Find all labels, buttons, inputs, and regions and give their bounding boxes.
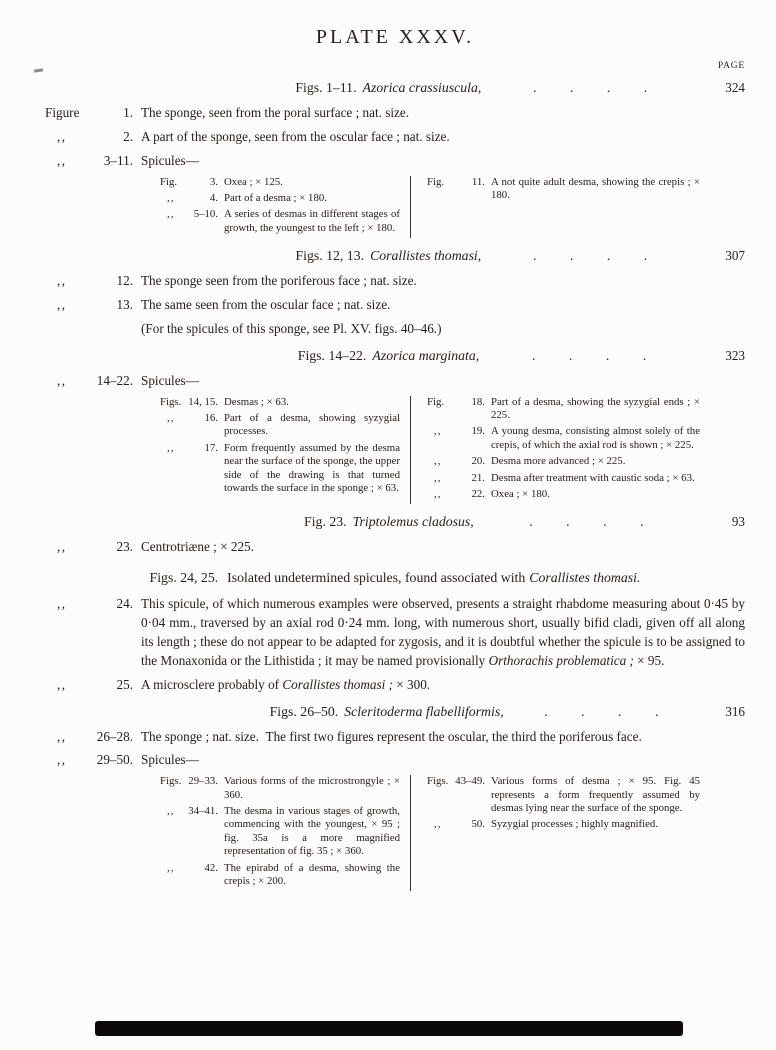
figure-entry	[45, 152, 745, 171]
species-name: Scleritoderma flabelliformis,	[344, 703, 504, 719]
heading-text: Isolated undetermined spicules, found associated with	[227, 570, 526, 586]
figure-range-label: Figs. 14–22.	[297, 347, 367, 363]
species-name-inline: Orthorachis problematica ;	[488, 652, 634, 668]
spicule-columns-c	[160, 775, 700, 891]
ditto-mark: ,,	[57, 752, 67, 768]
figure-description: Oxea ; × 180.	[491, 487, 550, 500]
ditto-mark: ,,	[167, 208, 175, 221]
page-column-label: PAGE	[717, 61, 745, 71]
figure-number: 4.	[209, 192, 218, 204]
description-text: × 300.	[393, 676, 431, 692]
species-heading-triptolemus-cladosus	[45, 514, 745, 530]
figure-description: Oxea ; × 125.	[224, 175, 283, 188]
figure-entry	[45, 272, 745, 291]
ditto-mark: ,,	[434, 425, 442, 438]
ditto-mark: ,,	[167, 412, 175, 424]
description-text: This spicule, of which numerous examples were observed, presents a straight rhabdome measuring about 0·45 by 0·04 mm., traversed by an axial rod 0·24 mm. long, with numerous short, usually bifid cladi, given off all along its length ; these do not appear to be adapted for zygosis, and it is doubtful whether the spicule is to be assigned to the Monaxonida or the Lithistida ; it may be named provisionally	[141, 596, 745, 668]
page-reference: 323	[725, 347, 745, 363]
dot-leaders: . . . .	[529, 514, 644, 530]
figure-number: 50.	[471, 818, 485, 831]
species-name-inline: Corallistes thomasi ;	[282, 676, 393, 692]
figure-entry	[45, 676, 745, 695]
dot-leaders: . . . .	[533, 80, 648, 95]
figure-range-label: Figs. 26–50.	[269, 703, 339, 719]
figure-range-label: Figs. 1–11.	[295, 80, 357, 95]
figure-number: 3.	[209, 175, 218, 188]
figure-number: 2.	[123, 128, 133, 144]
fig-word: Figs.	[427, 775, 449, 788]
figure-number: 29–33.	[188, 775, 218, 788]
spicule-columns-a	[160, 176, 700, 239]
figure-number: 13.	[116, 297, 133, 312]
figure-entry	[45, 372, 745, 391]
species-heading-scleritoderma-flabelliformis	[45, 704, 745, 720]
figure-description: The desma in various stages of growth, commencing with the youngest, × 95 ; fig. 35a is a more magnified representation of fig. 35 ; × 360.	[224, 805, 400, 858]
description-text: × 95.	[633, 652, 665, 668]
figure-description: Desma more advanced ; × 225.	[491, 455, 626, 468]
ditto-mark: ,,	[167, 861, 175, 874]
page-reference: 93	[731, 514, 745, 530]
species-name: Triptolemus cladosus,	[352, 514, 474, 530]
scan-artifact-bar	[95, 1021, 683, 1036]
fig-word: Fig.	[160, 175, 178, 188]
species-heading-azorica-crassiuscula	[45, 80, 745, 96]
column-item	[427, 472, 700, 485]
ditto-mark: ,,	[57, 152, 67, 168]
fig-word: Figs.	[160, 775, 182, 788]
figure-number: 1.	[123, 105, 133, 120]
description-text: A microsclere probably of	[141, 676, 283, 692]
page-reference: 316	[725, 703, 745, 719]
column-item	[160, 208, 400, 235]
plate-title: PLATE XXXV.	[315, 26, 475, 48]
figure-number: 12.	[116, 273, 133, 289]
column-item	[427, 818, 700, 831]
species-heading-azorica-marginata	[45, 348, 745, 364]
left-column	[160, 176, 410, 239]
figure-number: 19.	[471, 425, 485, 438]
figure-entry	[45, 751, 745, 770]
page-reference: 324	[725, 80, 745, 95]
ditto-mark: ,,	[167, 805, 175, 817]
figure-number: 23.	[116, 539, 133, 555]
fig-word: Fig.	[427, 395, 445, 408]
column-item	[160, 862, 400, 889]
figure-description: Spicules—	[141, 372, 199, 388]
ditto-mark: ,,	[57, 297, 67, 312]
figure-description: Part of a desma, showing the syzygial ends ; × 225.	[491, 395, 700, 421]
spicule-columns-b	[160, 396, 700, 505]
figure-description: Centrotriæne ; × 225.	[141, 539, 254, 555]
ditto-mark: ,,	[167, 192, 175, 204]
figure-description: The epirabd of a desma, showing the crepis ; × 200.	[224, 861, 400, 887]
figure-number: 14–22.	[96, 372, 133, 388]
column-item	[160, 396, 400, 409]
heading-text	[295, 80, 481, 96]
right-column	[410, 176, 700, 239]
species-heading-corallistes-thomasi	[45, 248, 745, 264]
figure-description: Spicules—	[141, 152, 199, 168]
column-item	[160, 412, 400, 439]
figure-number: 22.	[471, 487, 485, 500]
figure-range-label: Figs. 12, 13.	[295, 248, 365, 264]
column-item	[160, 775, 400, 802]
figure-number: 3–11.	[103, 152, 133, 168]
figure-number: 43–49.	[455, 775, 485, 788]
fig-word: Fig.	[427, 175, 445, 188]
species-name: Azorica crassiuscula,	[362, 80, 482, 95]
figure-description	[133, 595, 745, 671]
ditto-mark: ,,	[434, 455, 442, 468]
left-column	[160, 775, 410, 891]
figure-description: A part of the sponge, seen from the oscular face ; nat. size.	[141, 128, 450, 144]
figure-number: 42.	[204, 861, 218, 874]
ditto-mark: ,,	[434, 471, 442, 484]
species-name: Corallistes thomasi,	[370, 248, 482, 264]
figure-number: 24.	[116, 596, 133, 612]
figure-number: 26–28.	[96, 728, 133, 744]
figure-entry	[45, 728, 745, 747]
dot-leaders: . . . .	[533, 248, 648, 264]
page-reference: 307	[725, 248, 745, 264]
figure-description: The same seen from the oscular face ; nat. size.	[141, 297, 391, 312]
figure-description: The sponge seen from the poriferous face ; nat. size.	[141, 273, 417, 289]
figure-range-label: Figs. 24, 25.	[149, 570, 219, 586]
figure-number: 29–50.	[96, 752, 133, 768]
fig-word: Figs.	[160, 395, 182, 408]
figure-description: Part of a desma, showing syzygial processes.	[224, 412, 400, 438]
heading-text	[270, 704, 504, 720]
figure-description: A young desma, consisting almost solely of the crepis, of which the axial rod is shown ; × 225.	[491, 425, 700, 451]
figure-entry	[45, 538, 745, 557]
figure-description: Desma after treatment with caustic soda ; × 63.	[491, 471, 695, 484]
dot-leaders: . . . .	[532, 347, 647, 363]
figure-word: Figure	[45, 105, 80, 120]
column-item	[427, 488, 700, 501]
figure-entry	[45, 104, 745, 123]
right-column	[410, 775, 700, 891]
heading-isolated-spicules	[45, 570, 745, 586]
ditto-mark: ,,	[57, 596, 67, 612]
right-column	[410, 396, 700, 505]
column-item	[427, 176, 700, 203]
species-name: Corallistes thomasi.	[529, 570, 641, 586]
figure-description	[133, 676, 745, 695]
cross-reference-note	[45, 320, 745, 339]
figure-number: 25.	[116, 676, 133, 692]
figure-description: Form frequently assumed by the desma near the surface of the sponge, the upper side of the drawing is that turned towards the surface in the sponge ; × 63.	[224, 441, 400, 494]
heading-text	[304, 514, 474, 530]
figure-number: 20.	[471, 455, 485, 468]
ditto-mark: ,,	[57, 372, 67, 388]
figure-description: Syzygial processes ; highly magnified.	[491, 818, 659, 831]
figure-description: Part of a desma ; × 180.	[224, 192, 327, 204]
figure-description: The sponge ; nat. size. The first two figures represent the oscular, the third the poriferous face.	[141, 728, 642, 744]
figure-description: The sponge, seen from the poral surface ; nat. size.	[141, 105, 410, 120]
column-item	[160, 192, 400, 205]
figure-number: 18.	[471, 395, 485, 408]
figure-entry	[45, 128, 745, 147]
ditto-mark: ,,	[434, 818, 442, 831]
figure-description: Various forms of desma ; × 95. Fig. 45 represents a form frequently assumed by desmas lying near the surface of the sponge.	[491, 775, 700, 814]
figure-range-label: Fig. 23.	[304, 514, 347, 530]
ditto-mark: ,,	[57, 676, 67, 692]
figure-description: A not quite adult desma, showing the crepis ; × 180.	[491, 175, 700, 201]
heading-text	[295, 248, 481, 264]
dot-leaders: . . . .	[544, 703, 659, 719]
figure-number: 34–41.	[188, 805, 218, 817]
figure-number: 17.	[204, 441, 218, 454]
species-name: Azorica marginata,	[372, 347, 480, 363]
figure-number: 5–10.	[193, 208, 218, 221]
ditto-mark: ,,	[57, 539, 67, 555]
ditto-mark: ,,	[57, 728, 67, 744]
column-item	[160, 805, 400, 859]
column-item	[427, 455, 700, 468]
column-item	[160, 176, 400, 189]
figure-number: 21.	[471, 471, 485, 484]
figure-description: Desmas ; × 63.	[224, 395, 289, 408]
ditto-mark: ,,	[57, 273, 67, 289]
left-column	[160, 396, 410, 505]
column-item	[427, 775, 700, 815]
figure-description: Spicules—	[141, 752, 199, 768]
heading-text	[298, 348, 479, 364]
figure-number: 16.	[204, 412, 218, 424]
figure-number: 11.	[471, 175, 485, 188]
column-item	[160, 442, 400, 496]
figure-description: Various forms of the microstrongyle ; × 360.	[224, 775, 400, 801]
figure-description: A series of desmas in different stages of growth, the youngest to the left ; × 180.	[224, 208, 400, 234]
column-item	[427, 425, 700, 452]
ditto-mark: ,,	[434, 487, 442, 500]
note-text: (For the spicules of this sponge, see Pl. XV. figs. 40–46.)	[141, 320, 442, 336]
figure-entry-long	[45, 595, 745, 671]
ditto-mark: ,,	[167, 441, 175, 454]
figure-entry	[45, 296, 745, 315]
ditto-mark: ,,	[57, 128, 67, 144]
figure-number: 14, 15.	[188, 395, 218, 408]
column-item	[427, 396, 700, 423]
